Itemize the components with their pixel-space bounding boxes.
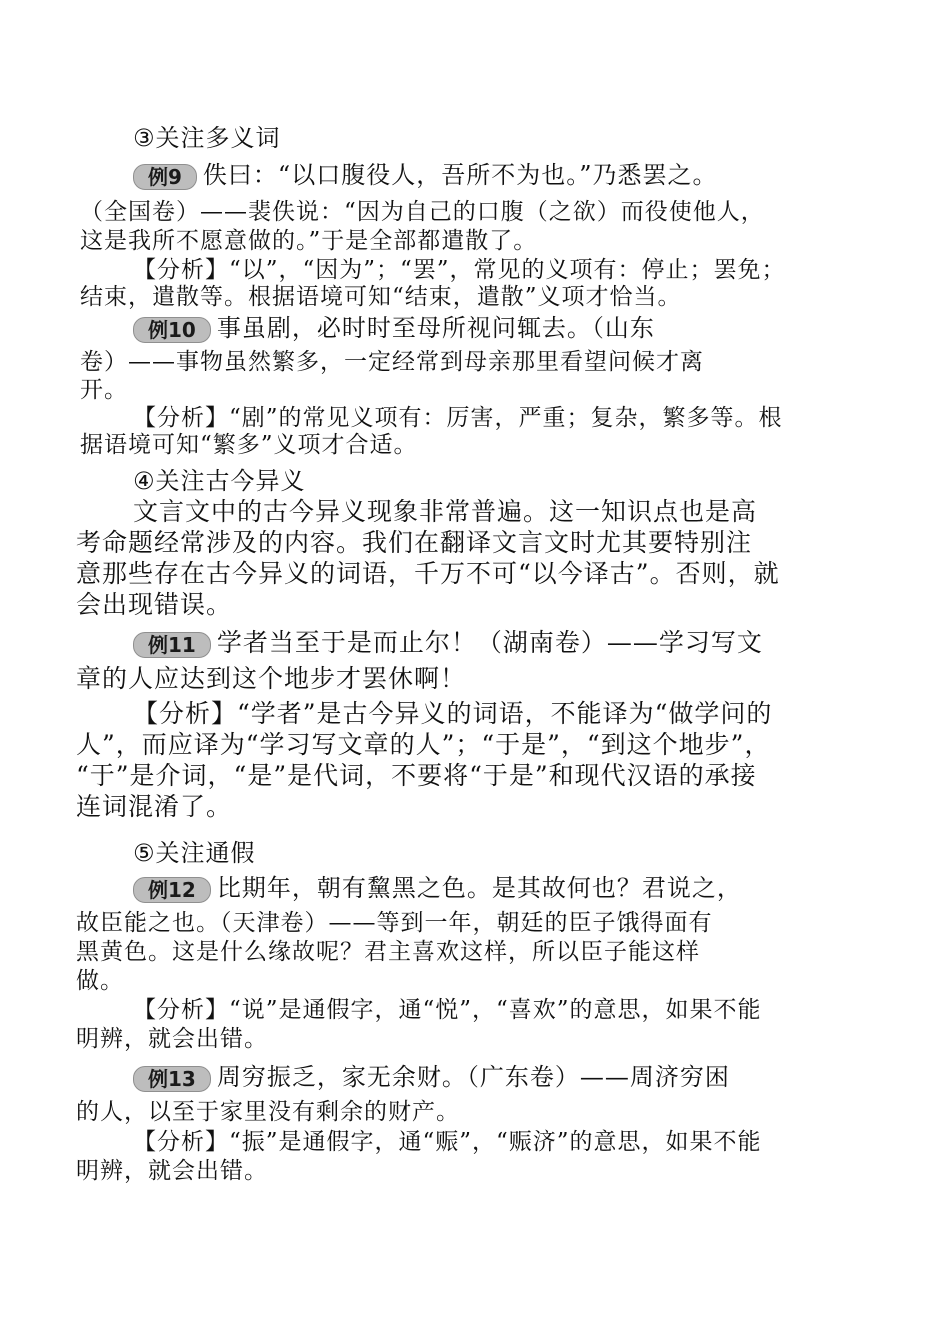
analysis-13-line-1: 【分析】“振”是通假字，通“赈”，“赈济”的意思，如果不能 <box>133 1129 762 1155</box>
example-11-line-2: 章的人应达到这个地步才罢休啊！ <box>76 664 467 693</box>
example-12-badge: 例12 <box>133 877 211 903</box>
analysis-12-line-1: 【分析】“说”是通假字，通“悦”，“喜欢”的意思，如果不能 <box>133 997 762 1023</box>
analysis-12-line-2: 明辨，就会出错。 <box>76 1026 268 1052</box>
example-10-badge: 例10 <box>133 317 211 343</box>
example-11-badge: 例11 <box>133 632 211 658</box>
analysis-11-line-1: 【分析】“学者”是古今异义的词语，不能译为“做学问的 <box>133 699 773 728</box>
example-9-badge: 例9 <box>133 164 197 190</box>
example-13-line-2: 的人，以至于家里没有剩余的财产。 <box>76 1099 460 1125</box>
paragraph-line-2: 考命题经常涉及的内容。我们在翻译文言文时尤其要特别注 <box>76 528 753 557</box>
example-9-text: 佚曰：“以口腹役人，吾所不为也。”乃悉罢之。 <box>202 161 718 189</box>
example-12-text: 比期年，朝有黧黑之色。是其故何也？君说之， <box>216 874 742 902</box>
analysis-11-line-2: 人”，而应译为“学习写文章的人”；“于是”，“到这个地步”， <box>76 730 771 759</box>
analysis-10-line-2: 据语境可知“繁多”义项才合适。 <box>80 432 418 458</box>
example-12-line-2: 故臣能之也。（天津卷）——等到一年，朝廷的臣子饿得面有 <box>76 910 713 936</box>
analysis-9-line-1: 【分析】“以”，“因为”；“罢”，常见的义项有：停止；罢免； <box>133 257 786 283</box>
example-11-line-1 <box>133 628 763 658</box>
example-12-line-4: 做。 <box>76 968 124 994</box>
example-13-line-1 <box>133 1062 730 1092</box>
analysis-11-line-4: 连词混淆了。 <box>76 792 233 821</box>
example-9-line-2: （全国卷）——裴佚说：“因为自己的口腹（之欲）而役使他人， <box>80 199 765 225</box>
example-10-line-3: 开。 <box>80 377 128 403</box>
example-9-line-3: 这是我所不愿意做的。”于是全部都遣散了。 <box>80 228 538 254</box>
example-9-line-1 <box>133 160 717 190</box>
analysis-10-line-1: 【分析】“剧”的常见义项有：厉害，严重；复杂，繁多等。根 <box>133 405 783 431</box>
example-13-badge: 例13 <box>133 1066 211 1092</box>
analysis-9-line-2: 结束，遣散等。根据语境可知“结束，遣散”义项才恰当。 <box>80 284 682 310</box>
example-10-line-1 <box>133 313 655 343</box>
paragraph-line-1: 文言文中的古今异义现象非常普遍。这一知识点也是高 <box>133 497 758 526</box>
example-12-line-3: 黑黄色。这是什么缘故呢？君主喜欢这样，所以臣子能这样 <box>76 939 700 965</box>
analysis-11-line-3: “于”是介词，“是”是代词，不要将“于是”和现代汉语的承接 <box>76 761 757 790</box>
example-11-text: 学者当至于是而止尔！（湖南卷）——学习写文 <box>216 628 763 657</box>
example-12-line-1 <box>133 873 742 903</box>
example-10-line-2: 卷）——事物虽然繁多，一定经常到母亲那里看望问候才离 <box>80 349 704 375</box>
analysis-13-line-2: 明辨，就会出错。 <box>76 1158 268 1184</box>
heading-polysemy: ③关注多义词 <box>133 124 281 152</box>
example-10-text: 事虽剧，必时时至母所视问辄去。（山东 <box>216 314 655 342</box>
example-13-text: 周穷振乏，家无余财。（广东卷）——周济穷困 <box>216 1063 730 1091</box>
paragraph-line-4: 会出现错误。 <box>76 590 233 619</box>
heading-phonetic-loan: ⑤关注通假 <box>133 839 256 867</box>
heading-ancient-modern-meaning: ④关注古今异义 <box>133 467 306 495</box>
paragraph-line-3: 意那些存在古今异义的词语，千万不可“以今译古”。否则，就 <box>76 559 780 588</box>
